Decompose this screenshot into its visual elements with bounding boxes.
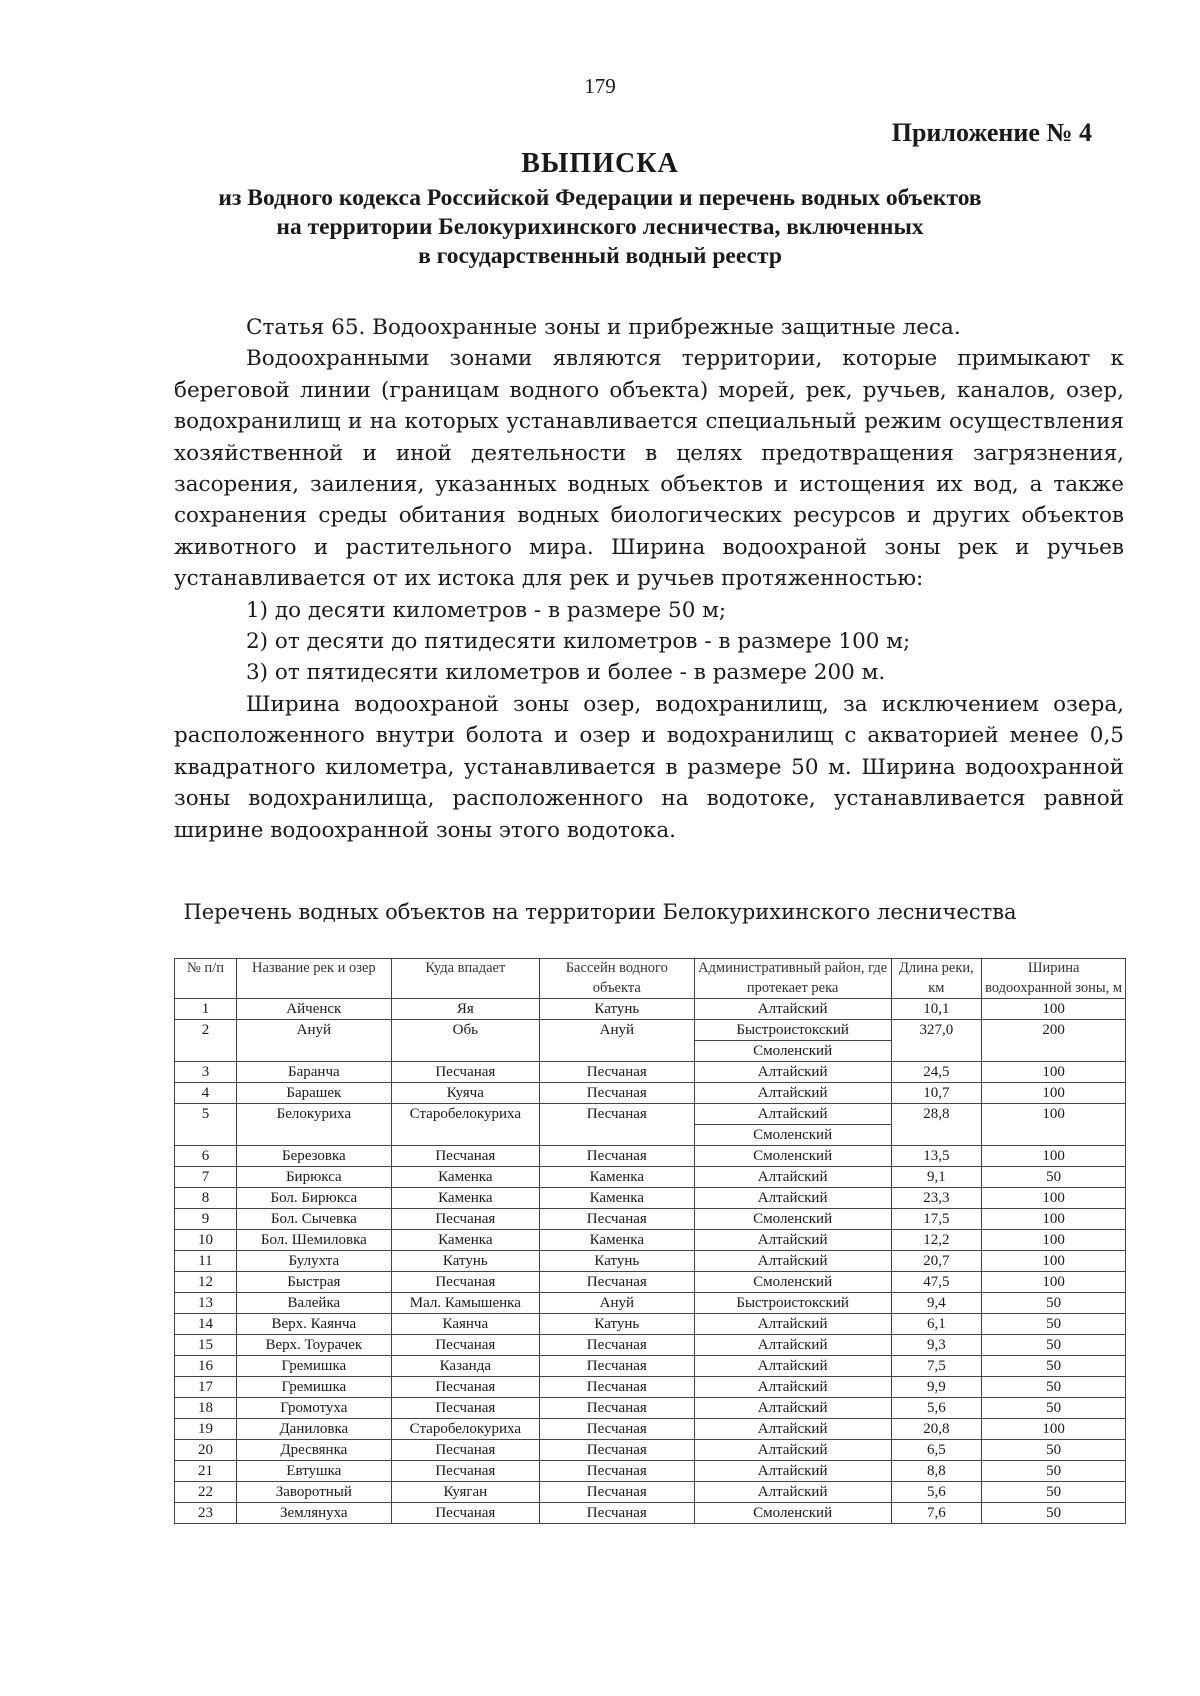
header-mouth: Куда впадает: [391, 959, 539, 999]
cell-district: Алтайский: [694, 1356, 891, 1377]
cell-width: 100: [982, 1230, 1126, 1251]
cell-name: Евтушка: [236, 1461, 391, 1482]
cell-num: 8: [175, 1188, 237, 1209]
cell-basin: Катунь: [539, 1314, 694, 1335]
cell-basin: Каменка: [539, 1188, 694, 1209]
cell-num: 22: [175, 1482, 237, 1503]
table-row: [175, 1419, 1126, 1440]
cell-width: 100: [982, 1272, 1126, 1293]
cell-length: 9,4: [891, 1293, 982, 1314]
cell-mouth: Песчаная: [391, 1146, 539, 1167]
cell-district: Алтайский: [694, 1251, 891, 1272]
cell-district: Алтайский: [694, 1167, 891, 1188]
article-list-item: 3) от пятидесяти километров и более - в размере 200 м.: [246, 660, 886, 686]
cell-width: 200: [982, 1020, 1126, 1062]
cell-num: 16: [175, 1356, 237, 1377]
cell-basin: Каменка: [539, 1167, 694, 1188]
table-row: [175, 1146, 1126, 1167]
cell-name: Бол. Сычевка: [236, 1209, 391, 1230]
cell-width: 50: [982, 1356, 1126, 1377]
header-name: Название рек и озер: [236, 959, 391, 999]
cell-num: 4: [175, 1083, 237, 1104]
cell-num: 5: [175, 1104, 237, 1146]
cell-mouth: Старобелокуриха: [391, 1419, 539, 1440]
cell-num: 13: [175, 1293, 237, 1314]
cell-basin: Песчаная: [539, 1083, 694, 1104]
cell-length: 23,3: [891, 1188, 982, 1209]
cell-mouth: Каянча: [391, 1314, 539, 1335]
table-row: [175, 1020, 1126, 1041]
cell-basin: Песчаная: [539, 1440, 694, 1461]
appendix-label: Приложение № 4: [891, 118, 1092, 147]
cell-basin: Песчаная: [539, 1146, 694, 1167]
cell-mouth: Куяган: [391, 1482, 539, 1503]
cell-district: Алтайский: [694, 1482, 891, 1503]
cell-mouth: Обь: [391, 1020, 539, 1062]
cell-basin: Песчаная: [539, 1461, 694, 1482]
cell-district: Алтайский: [694, 1230, 891, 1251]
table-row: [175, 1377, 1126, 1398]
cell-width: 50: [982, 1482, 1126, 1503]
cell-district: Алтайский: [694, 1104, 891, 1125]
cell-district: Алтайский: [694, 1419, 891, 1440]
cell-length: 5,6: [891, 1482, 982, 1503]
cell-width: 100: [982, 999, 1126, 1020]
cell-mouth: Куяча: [391, 1083, 539, 1104]
cell-basin: Песчаная: [539, 1398, 694, 1419]
cell-mouth: Песчаная: [391, 1461, 539, 1482]
cell-name: Березовка: [236, 1146, 391, 1167]
table-row: [175, 1293, 1126, 1314]
cell-name: Быстрая: [236, 1272, 391, 1293]
cell-length: 13,5: [891, 1146, 982, 1167]
cell-district: Смоленский: [694, 1146, 891, 1167]
cell-name: Бол. Шемиловка: [236, 1230, 391, 1251]
table-row: [175, 1083, 1126, 1104]
cell-name: Бирюкса: [236, 1167, 391, 1188]
header-basin: Бассейн водного объекта: [539, 959, 694, 999]
header-length: Длина реки, км: [891, 959, 982, 999]
table-row: [175, 1188, 1126, 1209]
cell-length: 7,5: [891, 1356, 982, 1377]
cell-length: 9,1: [891, 1167, 982, 1188]
cell-length: 24,5: [891, 1062, 982, 1083]
page-number: 179: [584, 74, 616, 98]
cell-num: 11: [175, 1251, 237, 1272]
cell-district: Алтайский: [694, 1377, 891, 1398]
header-width: Ширина водоохранной зоны, м: [982, 959, 1126, 999]
cell-district: Алтайский: [694, 1461, 891, 1482]
cell-length: 8,8: [891, 1461, 982, 1482]
cell-num: 18: [175, 1398, 237, 1419]
cell-mouth: Каменка: [391, 1188, 539, 1209]
header-district: Административный район, где протекает река: [694, 959, 891, 999]
cell-name: Верх. Тоурачек: [236, 1335, 391, 1356]
cell-district: Смоленский: [694, 1209, 891, 1230]
document-subtitle: [150, 184, 1050, 271]
subtitle-line: на территории Белокурихинского лесничества, включенных: [276, 214, 924, 240]
cell-width: 50: [982, 1503, 1126, 1524]
cell-length: 6,5: [891, 1440, 982, 1461]
cell-basin: Песчаная: [539, 1104, 694, 1146]
cell-num: 12: [175, 1272, 237, 1293]
cell-name: Громотуха: [236, 1398, 391, 1419]
table-row: [175, 1209, 1126, 1230]
table-row: [175, 1104, 1126, 1125]
cell-width: 100: [982, 1188, 1126, 1209]
cell-name: Даниловка: [236, 1419, 391, 1440]
article-paragraph-1: Водоохранными зонами являются территории, которые примыкают к береговой линии (границам водного объекта) морей, рек, ручьев, каналов, озер, водохранилищ и на которых устанавливается специальный режим осуществления хозяйственной и иной деятельности в целях предотвращения загрязнения, засорения, заиления, указанных водных объектов и истощения их вод, а также сохранения среды обитания водных биологических ресурсов и других объектов животного и растительного мира. Ширина водоохраной зоны рек и ручьев устанавливается от их истока для рек и ручьев протяженностью:: [174, 346, 1124, 592]
cell-district: Алтайский: [694, 999, 891, 1020]
cell-name: Бол. Бирюкса: [236, 1188, 391, 1209]
cell-name: Валейка: [236, 1293, 391, 1314]
subtitle-line: из Водного кодекса Российской Федерации и перечень водных объектов: [218, 185, 982, 211]
cell-num: 15: [175, 1335, 237, 1356]
cell-mouth: Катунь: [391, 1251, 539, 1272]
cell-mouth: Песчаная: [391, 1398, 539, 1419]
cell-width: 50: [982, 1398, 1126, 1419]
table-row: [175, 1251, 1126, 1272]
cell-name: Белокуриха: [236, 1104, 391, 1146]
table-caption: Перечень водных объектов на территории Белокурихинского лесничества: [183, 900, 1017, 924]
header-num: № п/п: [175, 959, 237, 999]
cell-basin: Ануй: [539, 1020, 694, 1062]
cell-num: 23: [175, 1503, 237, 1524]
cell-num: 10: [175, 1230, 237, 1251]
cell-district: Алтайский: [694, 1314, 891, 1335]
cell-name: Землянуха: [236, 1503, 391, 1524]
table-row: [175, 1314, 1126, 1335]
water-objects-table: [174, 958, 1126, 1524]
cell-mouth: Старобелокуриха: [391, 1104, 539, 1146]
cell-num: 17: [175, 1377, 237, 1398]
subtitle-line: в государственный водный реестр: [418, 243, 782, 269]
cell-length: 47,5: [891, 1272, 982, 1293]
cell-district: Смоленский: [694, 1041, 891, 1062]
cell-name: Гремишка: [236, 1356, 391, 1377]
cell-district: Алтайский: [694, 1335, 891, 1356]
cell-width: 100: [982, 1062, 1126, 1083]
cell-length: 17,5: [891, 1209, 982, 1230]
cell-length: 9,3: [891, 1335, 982, 1356]
cell-width: 50: [982, 1167, 1126, 1188]
cell-name: Барашек: [236, 1083, 391, 1104]
table-row: [175, 1461, 1126, 1482]
cell-mouth: Песчаная: [391, 1272, 539, 1293]
cell-name: Дресвянка: [236, 1440, 391, 1461]
table-row: [175, 1062, 1126, 1083]
table-row: [175, 1503, 1126, 1524]
article-heading: Статья 65. Водоохранные зоны и прибрежные защитные леса.: [246, 315, 961, 340]
cell-num: 3: [175, 1062, 237, 1083]
cell-basin: Песчаная: [539, 1209, 694, 1230]
cell-mouth: Каменка: [391, 1230, 539, 1251]
table-row: [175, 1272, 1126, 1293]
cell-length: 5,6: [891, 1398, 982, 1419]
cell-width: 100: [982, 1104, 1126, 1146]
cell-mouth: Мал. Камышенка: [391, 1293, 539, 1314]
cell-district: Смоленский: [694, 1503, 891, 1524]
cell-width: 50: [982, 1377, 1126, 1398]
table-header-row: [175, 959, 1126, 999]
table-row: [175, 1356, 1126, 1377]
cell-mouth: Песчаная: [391, 1440, 539, 1461]
cell-name: Айченск: [236, 999, 391, 1020]
cell-width: 100: [982, 1419, 1126, 1440]
cell-name: Ануй: [236, 1020, 391, 1062]
cell-basin: Песчаная: [539, 1503, 694, 1524]
cell-width: 100: [982, 1209, 1126, 1230]
article-paragraph-2: Ширина водоохраной зоны озер, водохранилищ, за исключением озера, расположенного внутри болота и озер и водохранилищ с акваторией менее 0,5 квадратного километра, устанавливается в размере 50 м. Ширина водоохранной зоны водохранилища, расположенного на водотоке, устанавливается равной ширине водоохранной зоны этого водотока.: [174, 691, 1124, 843]
cell-district: Алтайский: [694, 1440, 891, 1461]
article-list-item: 2) от десяти до пятидесяти километров - в размере 100 м;: [246, 629, 911, 655]
cell-mouth: Каменка: [391, 1167, 539, 1188]
cell-num: 7: [175, 1167, 237, 1188]
cell-basin: Катунь: [539, 1251, 694, 1272]
cell-length: 327,0: [891, 1020, 982, 1062]
cell-basin: Песчаная: [539, 1419, 694, 1440]
cell-width: 50: [982, 1440, 1126, 1461]
cell-district: Быстроистокский: [694, 1020, 891, 1041]
cell-mouth: Песчаная: [391, 1335, 539, 1356]
cell-width: 100: [982, 1251, 1126, 1272]
cell-num: 2: [175, 1020, 237, 1062]
cell-length: 20,7: [891, 1251, 982, 1272]
cell-basin: Песчаная: [539, 1482, 694, 1503]
article-list-item: 1) до десяти километров - в размере 50 м;: [246, 597, 727, 623]
cell-width: 50: [982, 1335, 1126, 1356]
table-row: [175, 1398, 1126, 1419]
cell-mouth: Песчаная: [391, 1503, 539, 1524]
cell-name: Верх. Каянча: [236, 1314, 391, 1335]
table-row: [175, 999, 1126, 1020]
cell-mouth: Песчаная: [391, 1209, 539, 1230]
cell-num: 9: [175, 1209, 237, 1230]
cell-mouth: Песчаная: [391, 1062, 539, 1083]
article-text: [174, 312, 1124, 846]
cell-district: Алтайский: [694, 1062, 891, 1083]
cell-width: 100: [982, 1083, 1126, 1104]
cell-num: 14: [175, 1314, 237, 1335]
cell-basin: Песчаная: [539, 1272, 694, 1293]
table-row: [175, 1482, 1126, 1503]
cell-district: Смоленский: [694, 1272, 891, 1293]
cell-length: 6,1: [891, 1314, 982, 1335]
cell-name: Заворотный: [236, 1482, 391, 1503]
cell-district: Алтайский: [694, 1398, 891, 1419]
cell-length: 7,6: [891, 1503, 982, 1524]
cell-length: 10,7: [891, 1083, 982, 1104]
cell-basin: Песчаная: [539, 1335, 694, 1356]
cell-name: Булухта: [236, 1251, 391, 1272]
cell-num: 6: [175, 1146, 237, 1167]
cell-mouth: Песчаная: [391, 1377, 539, 1398]
cell-width: 50: [982, 1461, 1126, 1482]
cell-name: Баранча: [236, 1062, 391, 1083]
cell-length: 9,9: [891, 1377, 982, 1398]
cell-district: Смоленский: [694, 1125, 891, 1146]
cell-name: Гремишка: [236, 1377, 391, 1398]
cell-width: 50: [982, 1314, 1126, 1335]
table-row: [175, 1335, 1126, 1356]
table-body: [175, 999, 1126, 1524]
cell-num: 21: [175, 1461, 237, 1482]
cell-mouth: Яя: [391, 999, 539, 1020]
table-row: [175, 1167, 1126, 1188]
cell-num: 1: [175, 999, 237, 1020]
cell-basin: Песчаная: [539, 1356, 694, 1377]
cell-num: 19: [175, 1419, 237, 1440]
document-title: ВЫПИСКА: [521, 148, 679, 179]
cell-district: Быстроистокский: [694, 1293, 891, 1314]
cell-district: Алтайский: [694, 1083, 891, 1104]
cell-district: Алтайский: [694, 1188, 891, 1209]
cell-num: 20: [175, 1440, 237, 1461]
cell-width: 50: [982, 1293, 1126, 1314]
cell-mouth: Казанда: [391, 1356, 539, 1377]
cell-length: 20,8: [891, 1419, 982, 1440]
cell-basin: Песчаная: [539, 1062, 694, 1083]
table-row: [175, 1440, 1126, 1461]
cell-basin: Катунь: [539, 999, 694, 1020]
table-row: [175, 1230, 1126, 1251]
cell-length: 12,2: [891, 1230, 982, 1251]
cell-length: 28,8: [891, 1104, 982, 1146]
cell-basin: Песчаная: [539, 1377, 694, 1398]
cell-basin: Каменка: [539, 1230, 694, 1251]
cell-length: 10,1: [891, 999, 982, 1020]
cell-width: 100: [982, 1146, 1126, 1167]
cell-basin: Ануй: [539, 1293, 694, 1314]
